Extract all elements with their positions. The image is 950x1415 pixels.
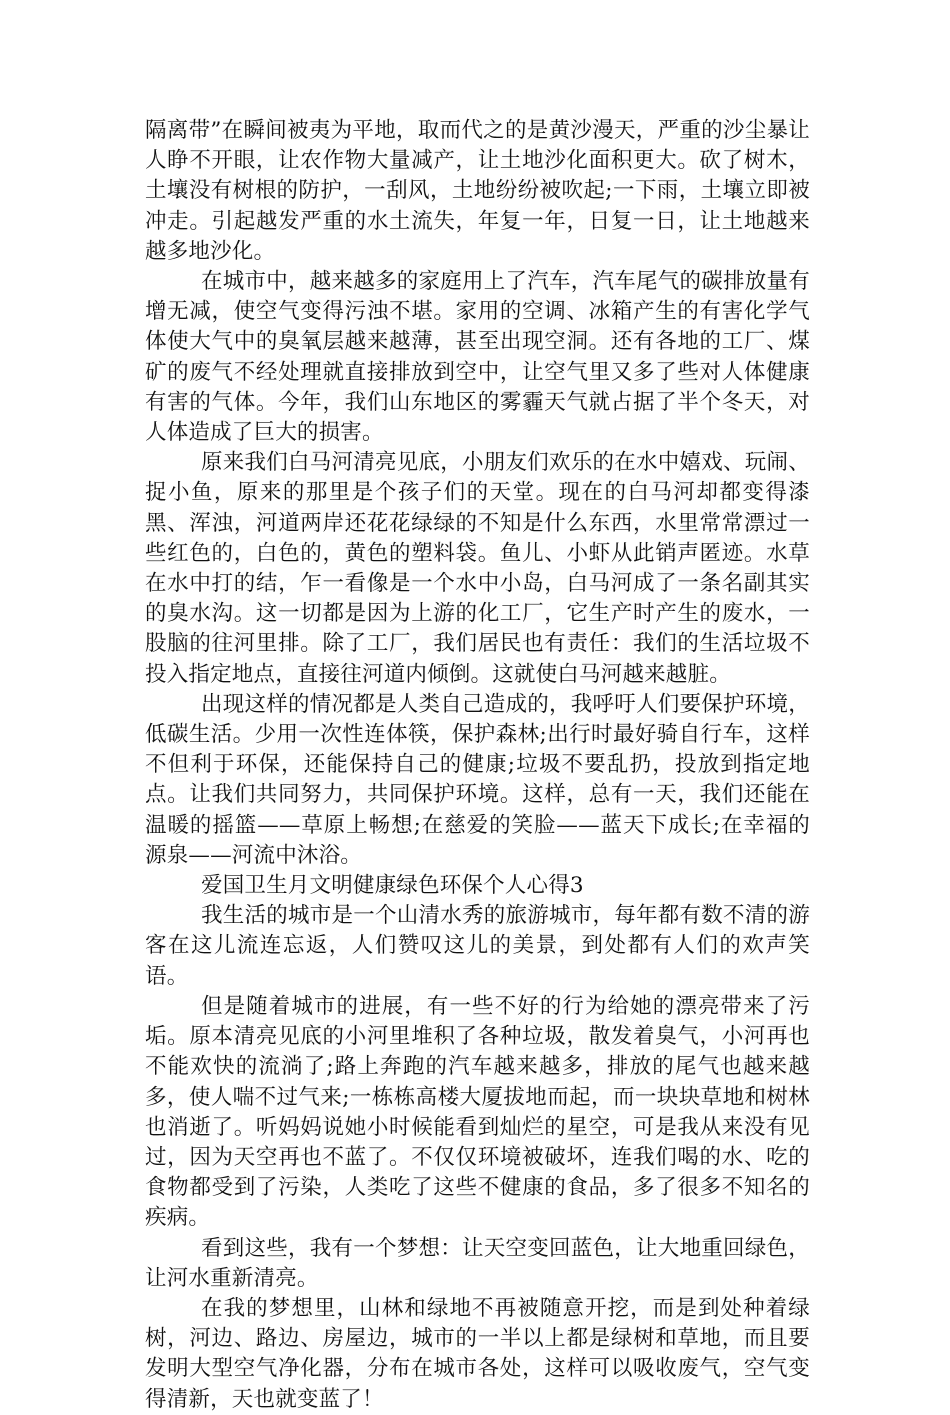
paragraph-7: 看到这些，我有一个梦想：让天空变回蓝色，让大地重回绿色，让河水重新清亮。	[145, 1235, 810, 1291]
paragraph-3: 原来我们白马河清亮见底，小朋友们欢乐的在水中嬉戏、玩闹、捉小鱼，原来的那里是个孩子们的天堂。现在的白马河却都变得漆黑、浑浊，河道两岸还花花绿绿的不知是什么东西，水里常常漂过一些红色的，白色的，黄色的塑料袋。鱼儿、小虾从此销声匿迹。水草在水中打的结，乍一看像是一个水中小岛，白马河成了一条名副其实的臭水沟。这一切都是因为上游的化工厂，它生产时产生的废水，一股脑的往河里排。除了工厂，我们居民也有责任：我们的生活垃圾不投入指定地点，直接往河道内倾倒。这就使白马河越来越脏。	[145, 450, 810, 687]
paragraph-1: 隔离带”在瞬间被夷为平地，取而代之的是黄沙漫天，严重的沙尘暴让人睁不开眼，让农作物大量减产，让土地沙化面积更大。砍了树木，土壤没有树根的防护，一刮风，土地纷纷被吹起;一下雨，土壤立即被冲走。引起越发严重的水土流失，年复一年，日复一日，让土地越来越多地沙化。	[145, 118, 810, 264]
section-heading: 爱国卫生月文明健康绿色环保个人心得3	[201, 873, 584, 899]
paragraph-8: 在我的梦想里，山林和绿地不再被随意开挖，而是到处种着绿树，河边、路边、房屋边，城市的一半以上都是绿树和草地，而且要发明大型空气净化器，分布在城市各处，这样可以吸收废气，空气变得清新，天也就变蓝了！	[145, 1295, 810, 1412]
paragraph-4: 出现这样的情况都是人类自己造成的，我呼吁人们要保护环境，低碳生活。少用一次性连体筷，保护森林;出行时最好骑自行车，这样不但利于环保，还能保持自己的健康;垃圾不要乱扔，投放到指定地点。让我们共同努力，共同保护环境。这样，总有一天，我们还能在温暖的摇篮——草原上畅想;在慈爱的笑脸——蓝天下成长;在幸福的源泉——河流中沐浴。	[145, 691, 810, 868]
paragraph-5: 我生活的城市是一个山清水秀的旅游城市，每年都有数不清的游客在这儿流连忘返，人们赞叹这儿的美景，到处都有人们的欢声笑语。	[145, 903, 810, 989]
document-body	[145, 116, 810, 1415]
paragraph-2: 在城市中，越来越多的家庭用上了汽车，汽车尾气的碳排放量有增无减，使空气变得污浊不堪。家用的空调、冰箱产生的有害化学气体使大气中的臭氧层越来越薄，甚至出现空洞。还有各地的工厂、煤矿的废气不经处理就直接排放到空中，让空气里又多了些对人体健康有害的气体。今年，我们山东地区的雾霾天气就占据了半个冬天，对人体造成了巨大的损害。	[145, 269, 810, 446]
paragraph-6: 但是随着城市的进展，有一些不好的行为给她的漂亮带来了污垢。原本清亮见底的小河里堆积了各种垃圾，散发着臭气，小河再也不能欢快的流淌了;路上奔跑的汽车越来越多，排放的尾气也越来越多，使人喘不过气来;一栋栋高楼大厦拔地而起，而一块块草地和树林也消逝了。听妈妈说她小时候能看到灿烂的星空，可是我从来没有见过，因为天空再也不蓝了。不仅仅环境被破坏，连我们喝的水、吃的食物都受到了污染，人类吃了这些不健康的食品，多了很多不知名的疾病。	[145, 993, 810, 1231]
